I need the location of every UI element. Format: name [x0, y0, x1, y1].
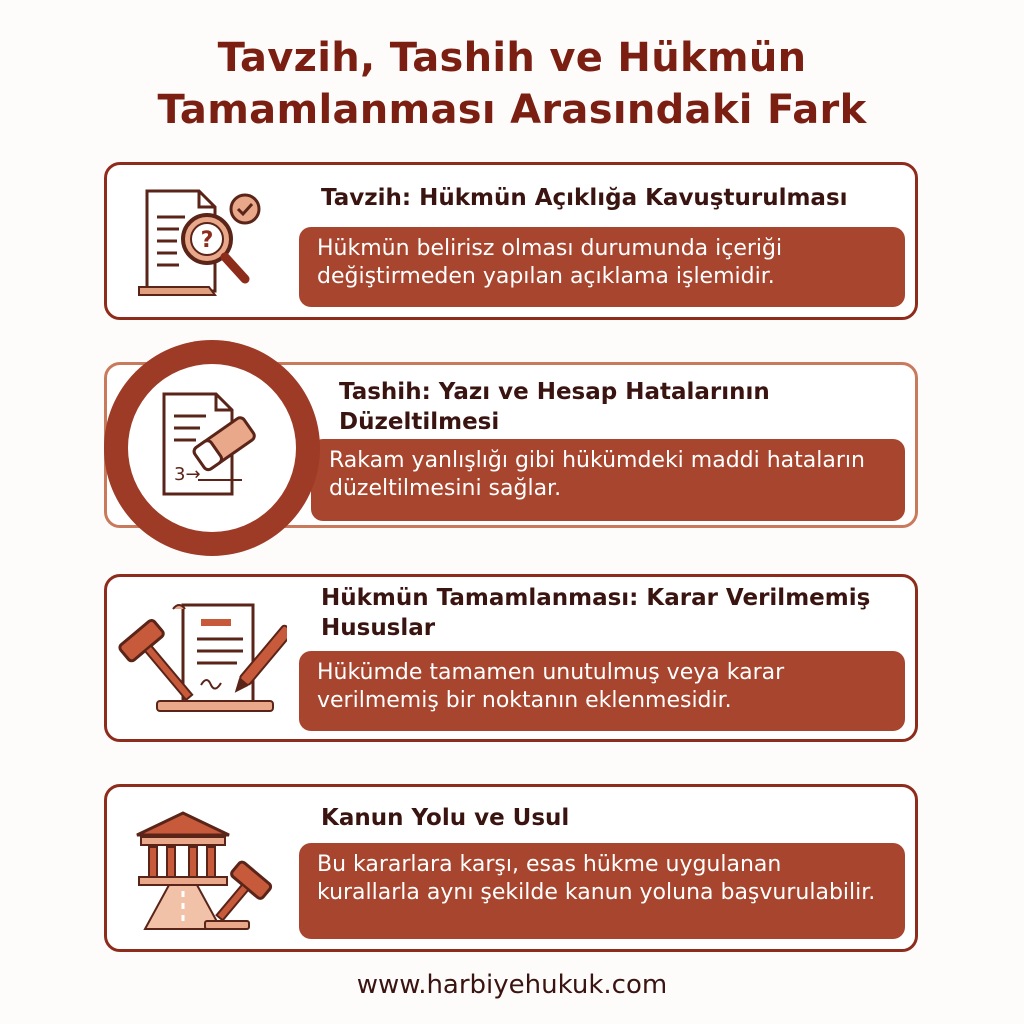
- card-kanun-yolu: [104, 784, 918, 952]
- icon-text: 3→: [174, 464, 201, 485]
- page-title: [0, 32, 1024, 136]
- card-body: Hükümde tamamen unutulmuş veya karar verilmemiş bir noktanın eklenmesidir.: [299, 651, 905, 731]
- icon-circle: [104, 340, 320, 556]
- card-body: Rakam yanlışlığı gibi hükümdeki maddi hataların düzeltilmesini sağlar.: [311, 439, 905, 521]
- title-line-1: Tavzih, Tashih ve Hükmün: [217, 35, 807, 81]
- title-line-2: Tamamlanması Arasındaki Fark: [157, 87, 867, 133]
- card-body: Hükmün belirisz olması durumunda içeriği değiştirmeden yapılan açıklama işlemidir.: [299, 227, 905, 307]
- courthouse-road-gavel-icon: [133, 803, 283, 937]
- gavel-document-pen-icon: [117, 599, 287, 723]
- card-tamamlanma: [104, 574, 918, 742]
- icon-circle-inner: [128, 364, 296, 532]
- footer-website-link[interactable]: www.harbiyehukuk.com: [356, 970, 668, 1000]
- card-body: Bu kararlara karşı, esas hükme uygulanan kurallarla aynı şekilde kanun yoluna başvurulabilir.: [299, 843, 905, 939]
- card-heading: Kanun Yolu ve Usul: [321, 805, 570, 831]
- card-heading: Tashih: Yazı ve Hesap Hatalarının Düzeltilmesi: [339, 379, 770, 435]
- card-heading: Hükmün Tamamlanması: Karar Verilmemiş Hususlar: [321, 585, 871, 641]
- svg-text:?: ?: [200, 228, 214, 253]
- document-eraser-icon: [152, 386, 272, 510]
- card-heading: Tavzih: Hükmün Açıklığa Kavuşturulması: [321, 185, 848, 211]
- document-magnifier-question-icon: [133, 183, 273, 307]
- card-tavzih: [104, 162, 918, 320]
